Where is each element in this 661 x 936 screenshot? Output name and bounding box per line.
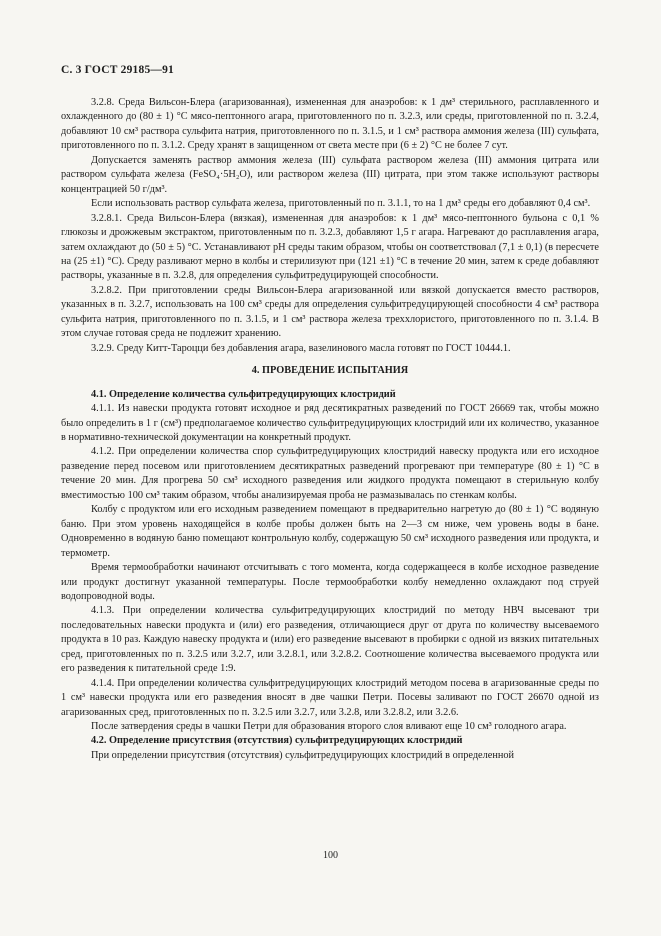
paragraph: 3.2.9. Среду Китт-Тароцци без добавления агара, вазелинового масла готовят по ГОСТ 10444.1. (91, 342, 511, 354)
paragraph: 3.2.8. Среда Вильсон-Блера (агаризованная), измененная для анаэробов: к 1 дм³ стерильного, расплавленного и охлажденного до (80 ± 1) °С мясо-пептонного агара, приготовленного по п. 3.2.3, или среды, приготовленной по п. 3.2.4, добавляют 10 см³ раствора сульфита натрия, приготовленного по п. 3.1.5, и 1 см³ раствора аммония железа (III) сульфата, приготовленного по п. 3.1.2. Среду хранят в защищенном от света месте при (6 ± 2) °С не более 7 сут. (61, 97, 599, 152)
paragraph: Время термообработки начинают отсчитывать с того момента, когда содержащееся в колбе исходное разведение или продукт достигнут указанной температуры. После термообработки колбу немедленно охлаждают под струей водопроводной воды. (61, 562, 599, 602)
paragraph: 4.1.3. При определении количества сульфитредуцирующих клостридий по методу НВЧ высевают три последовательных навески продукта и (или) его разведения, отличающиеся друг от друга по количеству высеваемого продукта в 10 раз. Каждую навеску продукта и (или) его разведение высевают в пробирки с одной из вязких питательных сред, приготовленных по п. 3.2.5 или 3.2.7, или 3.2.8.1, или 3.2.8.2. Соотношение количества высеваемого продукта или его разведения к питательной среде 1:9. (61, 605, 599, 675)
paragraph: Допускается заменять раствор аммония железа (III) сульфата раствором железа (III) аммония цитрата или раствором сульфата железа (FeSO₄·5H₂O), или раствором железа (III) цитрата, при этом также используют растворы концентрацией 50 г/дм³. (61, 154, 599, 195)
paragraph: Если использовать раствор сульфата железа, приготовленный по п. 3.1.1, то на 1 дм³ среды его добавляют 0,4 см³. (91, 198, 591, 210)
paragraph: 3.2.8.1. Среда Вильсон-Блера (вязкая), измененная для анаэробов: к 1 дм³ мясо-пептонного бульона с 0,1 % глюкозы и дрожжевым экстрактом, приготовленным по п. 3.2.3, добавляют 1,5 г агара. Нагревают до расплавления агара, затем охлаждают до (50 ± 5) °С. Устанавливают pH среды таким образом, чтобы он соответствовал (7,1 ± 0,1) (в пересчете на (25 ±1) °С). Среду разливают мерно в колбы и стерилизуют при (121 ±1) °С в течение 20 мин, затем к среде добавляют растворы, указанные в п. 3.2.8, для определения сульфитредуцирующей способности. (61, 212, 599, 282)
section-title: 4. ПРОВЕДЕНИЕ ИСПЫТАНИЯ (251, 365, 409, 377)
paragraph: 4.1.1. Из навески продукта готовят исходное и ряд десятикратных разведений по ГОСТ 26669 так, чтобы можно было определить в 1 г (см³) предполагаемое количество сульфитредуцирующих клостридий или их количество, указанное в нормативно-технической документации на конкретный продукт. (61, 403, 599, 443)
paragraph: 3.2.8.2. При приготовлении среды Вильсон-Блера агаризованной или вязкой допускается вместо растворов, указанных в п. 3.2.7, использовать на 100 см³ среды для определения сульфитредуцирующей способности 4 см³ раствора сульфита натрия, приготовленного по п. 3.1.5, и 1 см³ раствора железа треххлористого, приготовленного по п. 3.1.4. В этом случае готовая среда не подлежит хранению. (61, 284, 599, 340)
page-header: С. 3 ГОСТ 29185—91 (61, 64, 174, 76)
subsection-title: 4.2. Определение присутствия (отсутствия) сульфитредуцирующих клостридий (91, 735, 463, 747)
paragraph: 4.1.2. При определении количества спор сульфитредуцирующих клостридий навеску продукта или его исходное разведение перед посевом или приготовлением десятикратных разведений прогревают при температуре (80 ± 1) °С в течение 20 мин. Для прогрева 50 см³ исходного разведения или жидкого продукта помещают в стерильную колбу вместимостью 100 см³ таким образом, чтобы анализируемая проба не размазывалась по стенкам колбы. (61, 446, 599, 501)
paragraph: 4.1.4. При определении количества сульфитредуцирующих клостридий методом посева в агаризованные среды по 1 см³ навески продукта или его разведения вносят в две чашки Петри. Посевы заливают по ГОСТ 26670 одной из агаризованных сред, приготовленных по п. 3.2.5 или 3.2.7, или 3.2.8, или 3.2.8.2, или 3.2.6. (61, 677, 599, 718)
paragraph: После затвердения среды в чашки Петри для образования второго слоя вливают еще 10 см³ голодного агара. (91, 721, 567, 733)
subsection-title: 4.1. Определение количества сульфитредуцирующих клостридий (91, 388, 396, 400)
page-number: 100 (323, 850, 338, 861)
paragraph: При определении присутствия (отсутствия) сульфитредуцирующих клостридий в определенной (91, 749, 515, 761)
paragraph: Колбу с продуктом или его исходным разведением помещают в предварительно нагретую до (80 ± 1) °С водяную баню. При этом уровень находящейся в колбе пробы должен быть на 2—3 см ниже, чем уровень воды в бане. Одновременно в водяную баню помещают контрольную колбу, содержащую 50 см³ исходного разведения или продукта, и термометр. (61, 504, 599, 559)
document-body (61, 96, 599, 763)
